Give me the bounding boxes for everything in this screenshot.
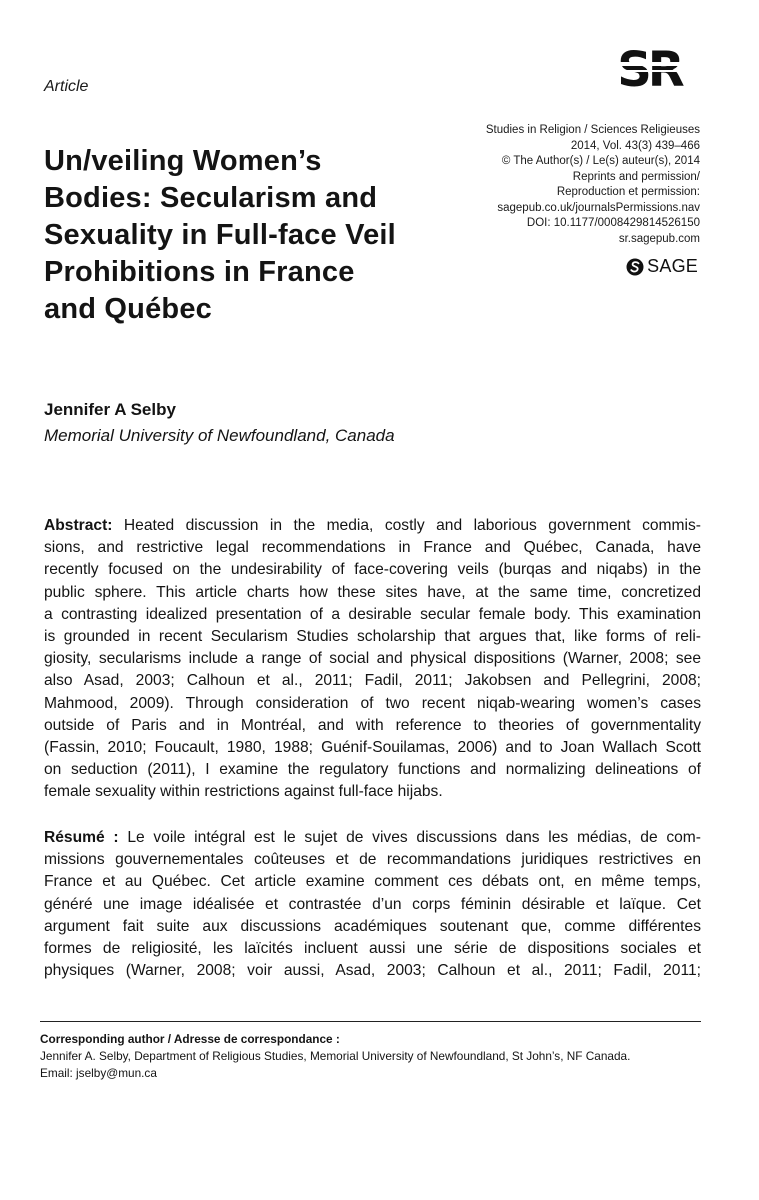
abstract-line: Mahmood, 2009). Through consideration of two recent niqab-wearing women’s cases bbox=[44, 694, 701, 712]
abstract-line: a contrasting idealized presentation of a desirable secular female body. This examination bbox=[44, 605, 701, 623]
title-line: Un/veiling Women’s bbox=[44, 145, 322, 177]
permissions-link[interactable]: sagepub.co.uk/journalsPermissions.nav bbox=[497, 201, 700, 214]
correspondence-footer bbox=[40, 1031, 710, 1082]
resume-line: généré une image idéalisée et contrastée d’un corps féminin désirable et laïque. Cet bbox=[44, 895, 701, 913]
resume-section bbox=[44, 827, 701, 982]
resume-line: missions gouvernementales coûteuses et de recommandations juridiques restrictives en bbox=[44, 851, 701, 869]
resume-line: physiques (Warner, 2008; voir aussi, Asad, 2003; Calhoun et al., 2011; Fadil, 2011; bbox=[44, 962, 701, 980]
abstract-line bbox=[44, 515, 701, 537]
abstract-section bbox=[44, 515, 701, 803]
title-line: Sexuality in Full-face Veil bbox=[44, 219, 396, 251]
author-name: Jennifer A Selby bbox=[44, 400, 176, 419]
publisher-logo bbox=[626, 256, 698, 277]
abstract-line: public sphere. This article charts how these sites have, at the same time, concretized bbox=[44, 583, 701, 601]
abstract-line: sions, and restrictive legal recommendations in France and Québec, Canada, have bbox=[44, 539, 701, 557]
journal-logo bbox=[604, 40, 694, 98]
abstract-line-text: Heated discussion in the media, costly and laborious government commis- bbox=[112, 517, 701, 534]
correspondence-heading: Corresponding author / Adresse de correspondance : bbox=[40, 1032, 340, 1046]
abstract-label: Abstract: bbox=[44, 517, 113, 534]
abstract-line: on seduction (2011), I examine the regulatory functions and normalizing delineations of bbox=[44, 761, 701, 779]
journal-website-link[interactable]: sr.sagepub.com bbox=[618, 232, 700, 245]
abstract-line: is grounded in recent Secularism Studies scholarship that argues that, like forms of reli- bbox=[44, 627, 701, 645]
resume-line: France et au Québec. Cet article examine comment ces débats ont, en même temps, bbox=[44, 873, 701, 891]
resume-label: Résumé : bbox=[44, 829, 119, 846]
resume-line bbox=[44, 827, 701, 849]
abstract-line: giosity, secularisms include a range of social and physical dispositions (Warner, 2008; see bbox=[44, 650, 701, 668]
abstract-line: female sexuality within restrictions against full-face hijabs. bbox=[44, 783, 443, 801]
resume-line: argument fait suite aux discussions académiques soutenant que, comme différentes bbox=[44, 917, 701, 935]
sage-s-icon bbox=[626, 258, 644, 276]
resume-line: formes de religiosité, les laïcités incluent aussi une série de dispositions sociales et bbox=[44, 939, 701, 957]
title-line: and Québec bbox=[44, 293, 212, 325]
article-type-label: Article bbox=[44, 78, 89, 95]
reproduction-line: Reproduction et permission: bbox=[556, 186, 700, 198]
title-line: Prohibitions in France bbox=[44, 256, 355, 288]
copyright-line: © The Author(s) / Le(s) auteur(s), 2014 bbox=[501, 155, 700, 167]
footer-divider bbox=[40, 1021, 701, 1022]
abstract-line: outside of Paris and in Montréal, and with reference to theories of governmentality bbox=[44, 716, 701, 734]
correspondence-address: Jennifer A. Selby, Department of Religious Studies, Memorial University of Newfoundland, St John’s, NF Canada. bbox=[40, 1049, 631, 1063]
journal-name: Studies in Religion / Sciences Religieuses bbox=[485, 124, 700, 136]
abstract-line: recently focused on the undesirability of face-covering veils (burqas and niqabs) in the bbox=[44, 561, 701, 579]
journal-volume: 2014, Vol. 43(3) 439–466 bbox=[570, 139, 700, 152]
doi-link[interactable]: DOI: 10.1177/0008429814526150 bbox=[526, 217, 700, 229]
publisher-name: SAGE bbox=[647, 256, 698, 276]
correspondence-email[interactable]: Email: jselby@mun.ca bbox=[40, 1066, 157, 1080]
resume-line-text: Le voile intégral est le sujet de vives discussions dans les médias, de com- bbox=[118, 829, 701, 846]
author-affiliation: Memorial University of Newfoundland, Canada bbox=[44, 426, 395, 445]
title-line: Bodies: Secularism and bbox=[44, 182, 378, 214]
journal-metadata bbox=[400, 123, 700, 247]
abstract-line: (Fassin, 2010; Foucault, 1980, 1988; Guénif-Souilamas, 2006) and to Joan Wallach Scott bbox=[44, 738, 701, 756]
reprints-line: Reprints and permission/ bbox=[572, 170, 700, 183]
abstract-line: also Asad, 2003; Calhoun et al., 2011; Fadil, 2011; Jakobsen and Pellegrini, 2008; bbox=[44, 672, 701, 690]
